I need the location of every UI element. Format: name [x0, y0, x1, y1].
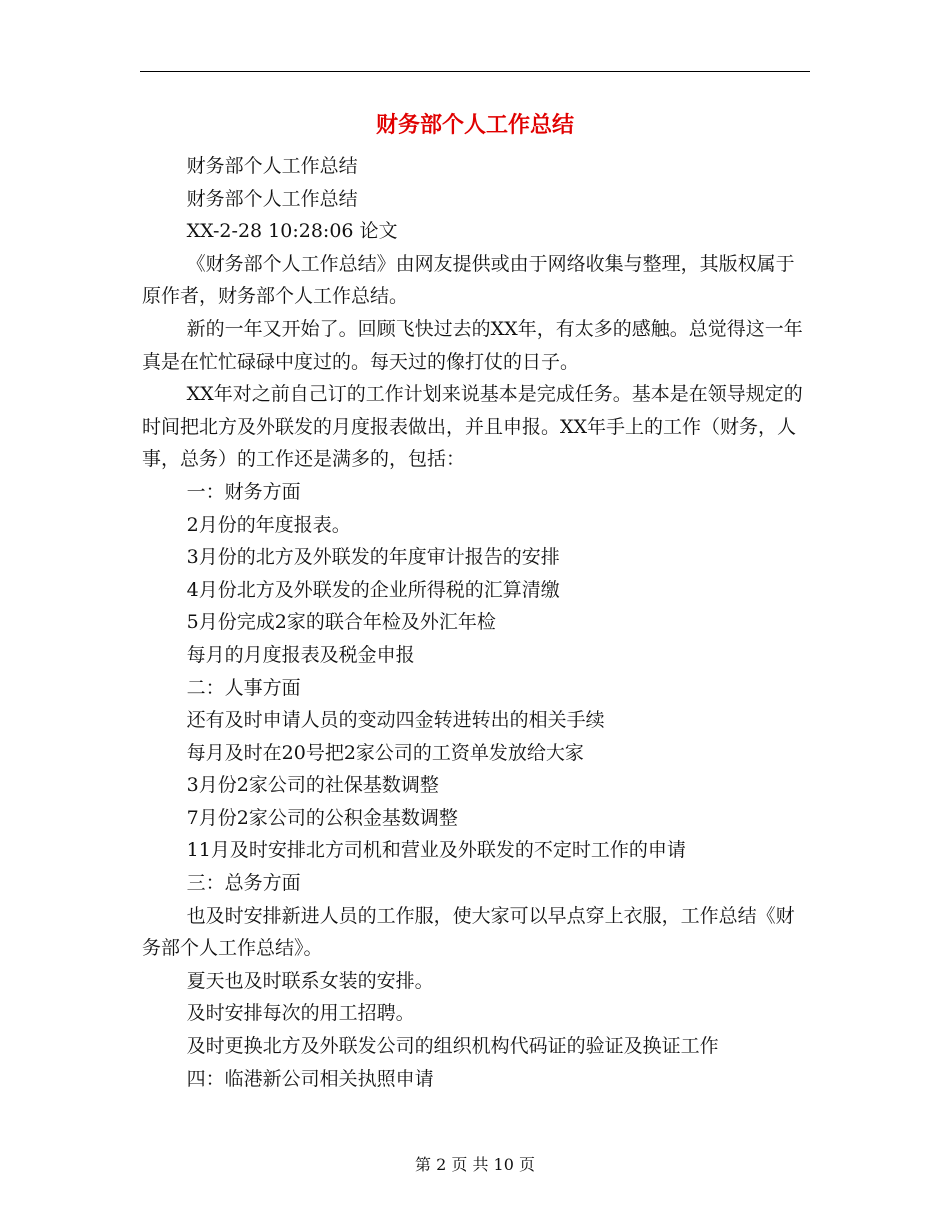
list-item: 5月份完成2家的联合年检及外汇年检	[186, 611, 496, 634]
list-item: 11月及时安排北方司机和营业及外联发的不定时工作的申请	[186, 839, 686, 862]
list-item: 4月份北方及外联发的企业所得税的汇算清缴	[186, 578, 560, 601]
section-heading: 一：财务方面	[186, 480, 301, 503]
list-item: 3月份的北方及外联发的年度审计报告的安排	[186, 546, 560, 569]
list-item: 2月份的年度报表。	[186, 513, 351, 536]
paragraph: 新的一年又开始了。回顾飞快过去的XX年，有太多的感触。总觉得这一年真是在忙忙碌碌中度过的。每天过的像打仗的日子。	[142, 317, 803, 373]
list-item: 7月份2家公司的公积金基数调整	[186, 806, 458, 829]
header-rule	[140, 71, 810, 72]
list-item: 也及时安排新进人员的工作服，使大家可以早点穿上衣服，工作总结《财务部个人工作总结》。	[142, 904, 795, 960]
section-heading: 二：人事方面	[186, 676, 301, 699]
list-item: 3月份2家公司的社保基数调整	[186, 774, 439, 797]
document-title: 财务部个人工作总结	[375, 113, 574, 138]
paragraph: 财务部个人工作总结	[186, 187, 358, 210]
section-heading: 三：总务方面	[186, 872, 301, 895]
document-body	[142, 150, 808, 1095]
list-item: 每月及时在20号把2家公司的工资单发放给大家	[186, 741, 584, 764]
paragraph: 《财务部个人工作总结》由网友提供或由于网络收集与整理，其版权属于原作者，财务部个人工作总结。	[142, 252, 795, 308]
list-item: 及时安排每次的用工招聘。	[186, 1002, 415, 1025]
list-item: 还有及时申请人员的变动四金转进转出的相关手续	[186, 709, 605, 732]
paragraph: 财务部个人工作总结	[186, 155, 358, 177]
paragraph: XX-2-28 10:28:06 论文	[186, 220, 398, 243]
section-heading: 四：临港新公司相关执照申请	[186, 1067, 434, 1090]
paragraph: XX年对之前自己订的工作计划来说基本是完成任务。基本是在领导规定的时间把北方及外联发的月度报表做出，并且申报。XX年手上的工作（财务，人事，总务）的工作还是满多的，包括：	[142, 383, 803, 471]
list-item: 夏天也及时联系女装的安排。	[186, 969, 434, 992]
list-item: 每月的月度报表及税金申报	[186, 643, 415, 666]
list-item: 及时更换北方及外联发公司的组织机构代码证的验证及换证工作	[186, 1035, 719, 1058]
page-footer: 第 2 页 共 10 页	[415, 1155, 535, 1174]
